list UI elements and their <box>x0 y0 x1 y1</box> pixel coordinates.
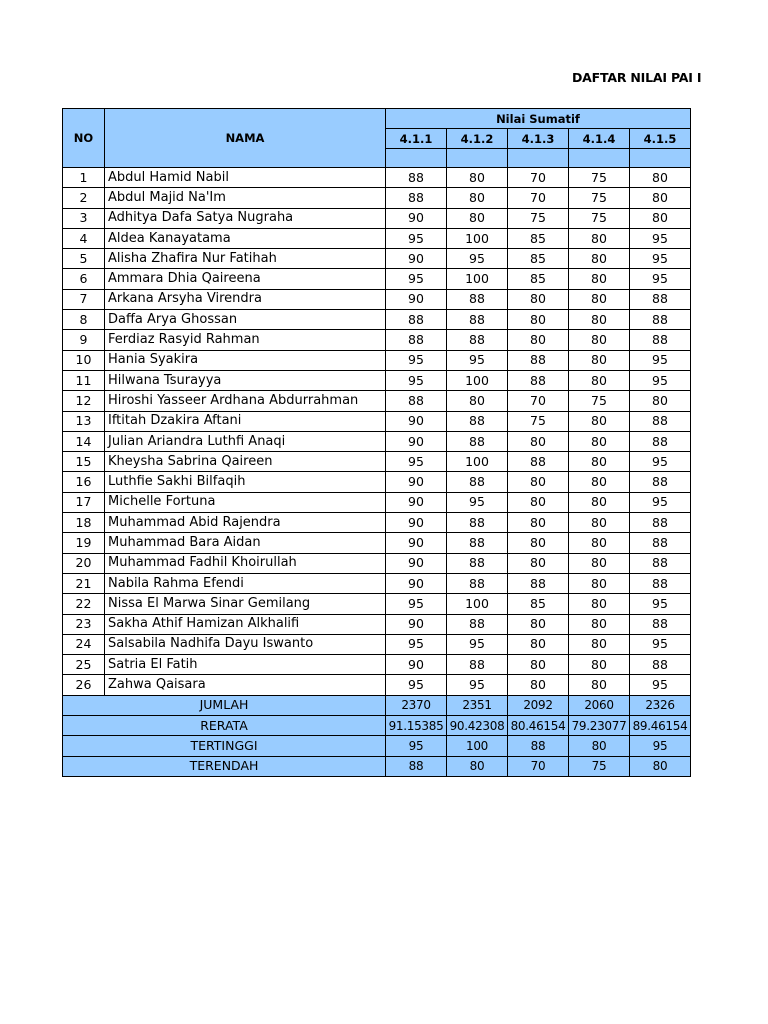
row-number: 12 <box>63 391 105 411</box>
score-cell: 95 <box>630 249 691 269</box>
score-cell: 80 <box>569 614 630 634</box>
row-number: 19 <box>63 533 105 553</box>
summary-label: JUMLAH <box>63 695 386 715</box>
score-cell: 90 <box>386 249 447 269</box>
header-col-3: 4.1.3 <box>508 129 569 149</box>
table-row <box>63 513 691 533</box>
student-name: Adhitya Dafa Satya Nugraha <box>105 208 386 228</box>
student-name: Aldea Kanayatama <box>105 228 386 248</box>
score-cell: 88 <box>447 310 508 330</box>
score-cell: 80 <box>508 492 569 512</box>
summary-value: 2092 <box>508 695 569 715</box>
row-number: 26 <box>63 675 105 695</box>
score-cell: 80 <box>569 370 630 390</box>
row-number: 6 <box>63 269 105 289</box>
table-row <box>63 208 691 228</box>
student-name: Daffa Arya Ghossan <box>105 310 386 330</box>
row-number: 15 <box>63 452 105 472</box>
score-cell: 70 <box>508 391 569 411</box>
summary-value: 88 <box>508 736 569 756</box>
score-cell: 80 <box>447 208 508 228</box>
score-cell: 75 <box>569 391 630 411</box>
summary-value: 70 <box>508 756 569 776</box>
score-cell: 95 <box>630 492 691 512</box>
score-cell: 95 <box>386 452 447 472</box>
student-name: Hania Syakira <box>105 350 386 370</box>
score-cell: 80 <box>447 391 508 411</box>
score-cell: 95 <box>630 269 691 289</box>
table-row <box>63 431 691 451</box>
row-number: 13 <box>63 411 105 431</box>
row-number: 5 <box>63 249 105 269</box>
summary-value: 90.42308 <box>447 716 508 736</box>
score-cell: 70 <box>508 188 569 208</box>
row-number: 8 <box>63 310 105 330</box>
score-cell: 95 <box>630 370 691 390</box>
summary-value: 80 <box>569 736 630 756</box>
score-cell: 80 <box>508 513 569 533</box>
summary-row <box>63 756 691 776</box>
row-number: 3 <box>63 208 105 228</box>
score-cell: 80 <box>569 634 630 654</box>
student-name: Kheysha Sabrina Qaireen <box>105 452 386 472</box>
score-cell: 75 <box>569 168 630 188</box>
table-row <box>63 289 691 309</box>
score-cell: 80 <box>508 310 569 330</box>
row-number: 17 <box>63 492 105 512</box>
score-cell: 88 <box>447 431 508 451</box>
score-cell: 95 <box>630 594 691 614</box>
table-row <box>63 330 691 350</box>
score-cell: 88 <box>630 431 691 451</box>
score-cell: 75 <box>569 208 630 228</box>
row-number: 21 <box>63 573 105 593</box>
score-cell: 80 <box>508 289 569 309</box>
score-cell: 88 <box>386 330 447 350</box>
score-cell: 80 <box>508 431 569 451</box>
score-cell: 80 <box>569 452 630 472</box>
summary-value: 2351 <box>447 695 508 715</box>
row-number: 10 <box>63 350 105 370</box>
score-cell: 100 <box>447 452 508 472</box>
table-row <box>63 634 691 654</box>
score-cell: 88 <box>630 614 691 634</box>
score-cell: 88 <box>630 289 691 309</box>
table-row <box>63 310 691 330</box>
score-cell: 100 <box>447 228 508 248</box>
score-cell: 100 <box>447 370 508 390</box>
score-cell: 95 <box>630 675 691 695</box>
header-col-5: 4.1.5 <box>630 129 691 149</box>
table-row <box>63 655 691 675</box>
score-cell: 100 <box>447 594 508 614</box>
score-cell: 90 <box>386 553 447 573</box>
score-cell: 88 <box>630 533 691 553</box>
header-blank-cell <box>508 149 569 168</box>
score-cell: 90 <box>386 573 447 593</box>
student-name: Hilwana Tsurayya <box>105 370 386 390</box>
score-cell: 88 <box>630 330 691 350</box>
table-row <box>63 370 691 390</box>
student-name: Alisha Zhafira Nur Fatihah <box>105 249 386 269</box>
summary-label: TERTINGGI <box>63 736 386 756</box>
score-cell: 88 <box>630 573 691 593</box>
score-cell: 95 <box>386 675 447 695</box>
score-cell: 88 <box>508 370 569 390</box>
summary-row <box>63 736 691 756</box>
score-cell: 80 <box>569 411 630 431</box>
summary-value: 100 <box>447 736 508 756</box>
table-row <box>63 594 691 614</box>
summary-value: 79.23077 <box>569 716 630 736</box>
student-name: Nabila Rahma Efendi <box>105 573 386 593</box>
score-cell: 80 <box>630 168 691 188</box>
score-cell: 80 <box>569 533 630 553</box>
score-cell: 70 <box>508 168 569 188</box>
table-row <box>63 573 691 593</box>
header-col-4: 4.1.4 <box>569 129 630 149</box>
student-name: Muhammad Fadhil Khoirullah <box>105 553 386 573</box>
score-cell: 88 <box>447 289 508 309</box>
score-cell: 95 <box>630 452 691 472</box>
summary-value: 80.46154 <box>508 716 569 736</box>
header-col-1: 4.1.1 <box>386 129 447 149</box>
summary-value: 80 <box>447 756 508 776</box>
score-cell: 80 <box>447 168 508 188</box>
row-number: 4 <box>63 228 105 248</box>
score-cell: 88 <box>508 573 569 593</box>
score-cell: 88 <box>447 411 508 431</box>
score-cell: 88 <box>447 614 508 634</box>
table-row <box>63 472 691 492</box>
summary-value: 95 <box>386 736 447 756</box>
score-cell: 80 <box>508 675 569 695</box>
score-cell: 90 <box>386 492 447 512</box>
score-cell: 90 <box>386 431 447 451</box>
table-row <box>63 411 691 431</box>
score-cell: 80 <box>508 533 569 553</box>
score-cell: 88 <box>447 553 508 573</box>
summary-row <box>63 695 691 715</box>
score-cell: 95 <box>447 249 508 269</box>
score-cell: 88 <box>447 472 508 492</box>
header-nilai-sumatif: Nilai Sumatif <box>386 109 691 129</box>
score-cell: 80 <box>508 614 569 634</box>
table-row <box>63 168 691 188</box>
row-number: 1 <box>63 168 105 188</box>
student-name: Salsabila Nadhifa Dayu Iswanto <box>105 634 386 654</box>
row-number: 9 <box>63 330 105 350</box>
score-cell: 95 <box>386 594 447 614</box>
student-name: Abdul Hamid Nabil <box>105 168 386 188</box>
score-cell: 80 <box>508 472 569 492</box>
table-row <box>63 614 691 634</box>
score-cell: 88 <box>447 655 508 675</box>
score-cell: 75 <box>508 208 569 228</box>
score-cell: 80 <box>569 350 630 370</box>
row-number: 24 <box>63 634 105 654</box>
score-cell: 88 <box>386 168 447 188</box>
table-row <box>63 553 691 573</box>
score-cell: 88 <box>386 310 447 330</box>
header-blank-cell <box>386 149 447 168</box>
score-cell: 95 <box>447 675 508 695</box>
score-cell: 95 <box>386 228 447 248</box>
row-number: 2 <box>63 188 105 208</box>
score-cell: 80 <box>508 553 569 573</box>
score-cell: 90 <box>386 472 447 492</box>
table-row <box>63 492 691 512</box>
table-row <box>63 350 691 370</box>
score-cell: 90 <box>386 208 447 228</box>
header-no: NO <box>63 109 105 168</box>
score-cell: 80 <box>569 289 630 309</box>
score-cell: 80 <box>569 492 630 512</box>
score-cell: 95 <box>386 269 447 289</box>
score-cell: 90 <box>386 655 447 675</box>
score-cell: 75 <box>569 188 630 208</box>
summary-value: 89.46154 <box>630 716 691 736</box>
table-row <box>63 452 691 472</box>
score-cell: 88 <box>508 350 569 370</box>
score-cell: 95 <box>630 228 691 248</box>
student-name: Satria El Fatih <box>105 655 386 675</box>
header-blank-cell <box>447 149 508 168</box>
summary-row <box>63 716 691 736</box>
score-cell: 90 <box>386 289 447 309</box>
header-col-2: 4.1.2 <box>447 129 508 149</box>
score-cell: 88 <box>630 310 691 330</box>
row-number: 23 <box>63 614 105 634</box>
row-number: 25 <box>63 655 105 675</box>
score-cell: 90 <box>386 614 447 634</box>
score-cell: 80 <box>508 330 569 350</box>
summary-value: 2326 <box>630 695 691 715</box>
summary-rows <box>63 695 691 776</box>
score-cell: 80 <box>569 269 630 289</box>
student-name: Michelle Fortuna <box>105 492 386 512</box>
summary-value: 75 <box>569 756 630 776</box>
score-cell: 80 <box>569 228 630 248</box>
score-cell: 75 <box>508 411 569 431</box>
score-cell: 88 <box>386 391 447 411</box>
score-cell: 85 <box>508 594 569 614</box>
score-cell: 95 <box>386 370 447 390</box>
grade-table <box>62 108 691 777</box>
score-cell: 80 <box>630 391 691 411</box>
score-cell: 88 <box>630 411 691 431</box>
student-name: Luthfie Sakhi Bilfaqih <box>105 472 386 492</box>
score-cell: 80 <box>569 553 630 573</box>
score-cell: 88 <box>508 452 569 472</box>
table-row <box>63 228 691 248</box>
table-row <box>63 249 691 269</box>
row-number: 11 <box>63 370 105 390</box>
score-cell: 88 <box>447 573 508 593</box>
summary-value: 2060 <box>569 695 630 715</box>
row-number: 20 <box>63 553 105 573</box>
score-cell: 95 <box>386 350 447 370</box>
score-cell: 90 <box>386 533 447 553</box>
score-cell: 95 <box>630 350 691 370</box>
student-name: Abdul Majid Na'Im <box>105 188 386 208</box>
score-cell: 95 <box>447 492 508 512</box>
score-cell: 85 <box>508 228 569 248</box>
score-cell: 80 <box>569 513 630 533</box>
score-cell: 80 <box>630 208 691 228</box>
student-name: Ferdiaz Rasyid Rahman <box>105 330 386 350</box>
score-cell: 95 <box>447 634 508 654</box>
score-cell: 88 <box>630 553 691 573</box>
score-cell: 95 <box>630 634 691 654</box>
student-name: Ammara Dhia Qaireena <box>105 269 386 289</box>
score-cell: 88 <box>447 513 508 533</box>
score-cell: 80 <box>569 472 630 492</box>
score-cell: 80 <box>508 634 569 654</box>
student-name: Arkana Arsyha Virendra <box>105 289 386 309</box>
score-cell: 88 <box>630 513 691 533</box>
table-row <box>63 675 691 695</box>
score-cell: 90 <box>386 411 447 431</box>
score-cell: 88 <box>386 188 447 208</box>
student-name: Zahwa Qaisara <box>105 675 386 695</box>
row-number: 18 <box>63 513 105 533</box>
student-name: Hiroshi Yasseer Ardhana Abdurrahman <box>105 391 386 411</box>
summary-label: TERENDAH <box>63 756 386 776</box>
score-cell: 80 <box>630 188 691 208</box>
table-row <box>63 533 691 553</box>
summary-value: 95 <box>630 736 691 756</box>
row-number: 16 <box>63 472 105 492</box>
summary-value: 2370 <box>386 695 447 715</box>
student-name: Muhammad Abid Rajendra <box>105 513 386 533</box>
summary-value: 91.15385 <box>386 716 447 736</box>
summary-value: 80 <box>630 756 691 776</box>
header-blank-cell <box>630 149 691 168</box>
student-name: Julian Ariandra Luthfi Anaqi <box>105 431 386 451</box>
row-number: 7 <box>63 289 105 309</box>
header-blank-cell <box>569 149 630 168</box>
score-cell: 100 <box>447 269 508 289</box>
score-cell: 80 <box>569 249 630 269</box>
score-cell: 88 <box>630 472 691 492</box>
score-cell: 88 <box>630 655 691 675</box>
row-number: 14 <box>63 431 105 451</box>
score-cell: 95 <box>447 350 508 370</box>
score-cell: 85 <box>508 249 569 269</box>
table-row <box>63 269 691 289</box>
student-name: Sakha Athif Hamizan Alkhalifi <box>105 614 386 634</box>
student-name: Muhammad Bara Aidan <box>105 533 386 553</box>
score-cell: 80 <box>569 573 630 593</box>
score-cell: 80 <box>569 431 630 451</box>
score-cell: 80 <box>569 675 630 695</box>
score-cell: 88 <box>447 533 508 553</box>
student-name: Nissa El Marwa Sinar Gemilang <box>105 594 386 614</box>
row-number: 22 <box>63 594 105 614</box>
score-cell: 80 <box>569 594 630 614</box>
score-cell: 88 <box>447 330 508 350</box>
document-title: DAFTAR NILAI PAI I <box>572 70 702 85</box>
summary-value: 88 <box>386 756 447 776</box>
student-name: Iftitah Dzakira Aftani <box>105 411 386 431</box>
table-row <box>63 391 691 411</box>
score-cell: 90 <box>386 513 447 533</box>
score-cell: 80 <box>508 655 569 675</box>
student-rows <box>63 168 691 696</box>
table-row <box>63 188 691 208</box>
header-nama: NAMA <box>105 109 386 168</box>
summary-label: RERATA <box>63 716 386 736</box>
score-cell: 80 <box>569 310 630 330</box>
score-cell: 80 <box>569 330 630 350</box>
score-cell: 80 <box>447 188 508 208</box>
score-cell: 95 <box>386 634 447 654</box>
score-cell: 80 <box>569 655 630 675</box>
score-cell: 85 <box>508 269 569 289</box>
